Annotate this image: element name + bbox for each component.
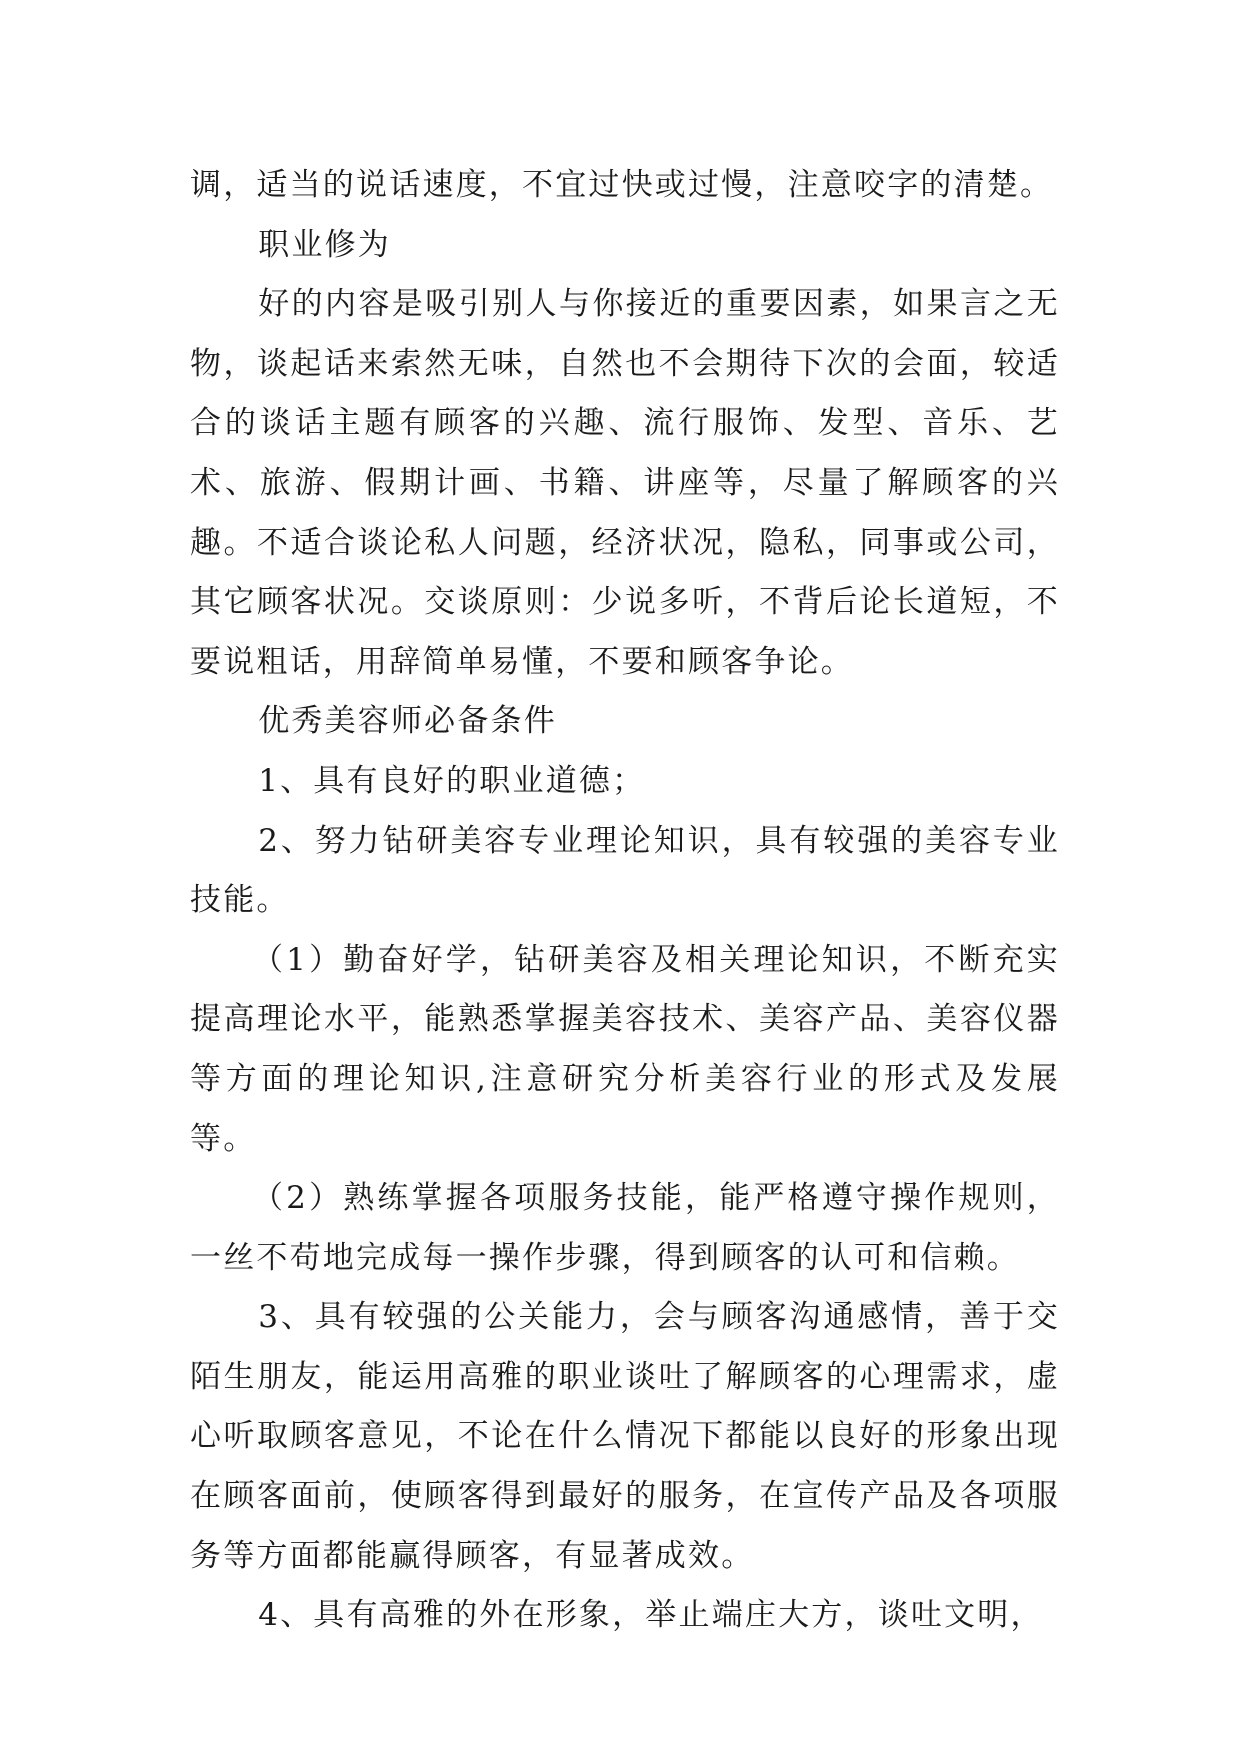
list-item-3: 3、具有较强的公关能力，会与顾客沟通感情，善于交陌生朋友，能运用高雅的职业谈吐了解顾客的心理需求，虚心听取顾客意见，不论在什么情况下都能以良好的形象出现在顾客面前，使顾客得到最好的服务，在宣传产品及各项服务等方面都能赢得顾客，有显著成效。 — [190, 1299, 1060, 1574]
sub-item-2: （2）熟练掌握各项服务技能，能严格遵守操作规则，一丝不苟地完成每一操作步骤，得到顾客的认可和信赖。 — [190, 1180, 1060, 1276]
list-item-4: 4、具有高雅的外在形象，举止端庄大方，谈吐文明， — [258, 1597, 1044, 1634]
list-item-1: 1、具有良好的职业道德； — [258, 762, 646, 799]
paragraph-conversation-topics: 好的内容是吸引别人与你接近的重要因素，如果言之无物，谈起话来索然无味，自然也不会期待下次的会面，较适合的谈话主题有顾客的兴趣、流行服饰、发型、音乐、艺术、旅游、假期计画、书籍、讲座等，尽量了解顾客的兴趣。不适合谈论私人问题，经济状况，隐私，同事或公司，其它顾客状况。交谈原则：少说多听，不背后论长道短，不要说粗话，用辞简单易懂，不要和顾客争论。 — [190, 286, 1060, 680]
paragraph-continuation: 调，适当的说话速度，不宜过快或过慢，注意咬字的清楚。 — [190, 167, 1054, 203]
heading-professional-cultivation: 职业修为 — [258, 226, 391, 263]
sub-item-1: （1）勤奋好学，钻研美容及相关理论知识，不断充实提高理论水平，能熟悉掌握美容技术、美容产品、美容仪器等方面的理论知识,注意研究分析美容行业的形式及发展等。 — [190, 941, 1060, 1157]
heading-beautician-requirements: 优秀美容师必备条件 — [258, 703, 557, 740]
list-item-2: 2、努力钻研美容专业理论知识，具有较强的美容专业技能。 — [190, 822, 1060, 919]
body-text — [190, 156, 1060, 1646]
